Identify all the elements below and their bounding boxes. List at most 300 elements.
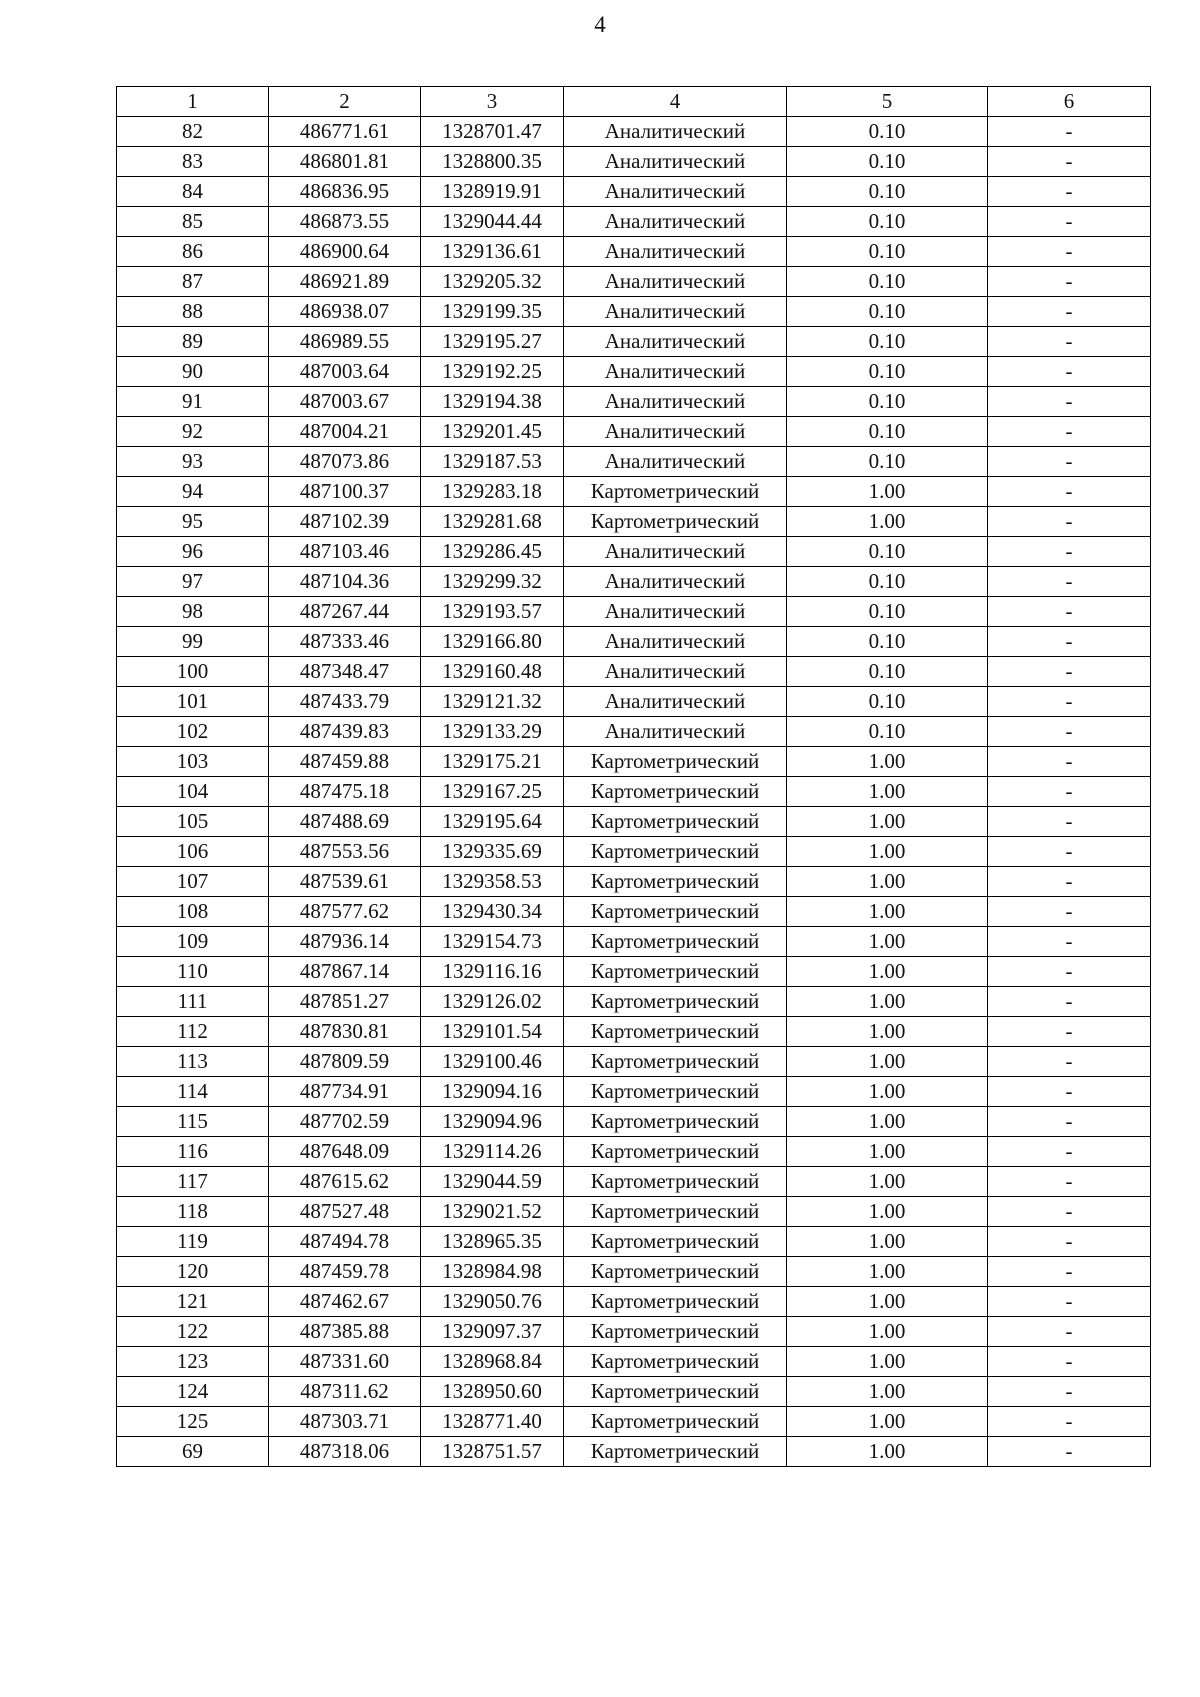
cell-note: -	[988, 267, 1151, 297]
cell-point-number: 92	[117, 417, 269, 447]
cell-point-number: 98	[117, 597, 269, 627]
cell-point-number: 107	[117, 867, 269, 897]
cell-y-coordinate: 1329430.34	[421, 897, 564, 927]
table-row	[117, 897, 1151, 927]
cell-precision: 0.10	[787, 177, 988, 207]
column-header: 5	[787, 87, 988, 117]
table-row	[117, 177, 1151, 207]
cell-x-coordinate: 486801.81	[269, 147, 421, 177]
cell-precision: 1.00	[787, 807, 988, 837]
cell-y-coordinate: 1329126.02	[421, 987, 564, 1017]
table-row	[117, 1377, 1151, 1407]
cell-method: Аналитический	[564, 237, 787, 267]
cell-precision: 1.00	[787, 777, 988, 807]
cell-point-number: 104	[117, 777, 269, 807]
table-row	[117, 1047, 1151, 1077]
cell-note: -	[988, 777, 1151, 807]
cell-precision: 0.10	[787, 687, 988, 717]
cell-method: Аналитический	[564, 267, 787, 297]
cell-method: Картометрический	[564, 1017, 787, 1047]
column-header: 6	[988, 87, 1151, 117]
cell-point-number: 85	[117, 207, 269, 237]
cell-point-number: 88	[117, 297, 269, 327]
table-row	[117, 597, 1151, 627]
cell-point-number: 99	[117, 627, 269, 657]
cell-x-coordinate: 487311.62	[269, 1377, 421, 1407]
cell-point-number: 106	[117, 837, 269, 867]
cell-precision: 0.10	[787, 657, 988, 687]
cell-method: Картометрический	[564, 1437, 787, 1467]
cell-y-coordinate: 1329194.38	[421, 387, 564, 417]
cell-y-coordinate: 1329021.52	[421, 1197, 564, 1227]
cell-method: Аналитический	[564, 297, 787, 327]
cell-note: -	[988, 1347, 1151, 1377]
table-row	[117, 267, 1151, 297]
cell-note: -	[988, 477, 1151, 507]
cell-x-coordinate: 486900.64	[269, 237, 421, 267]
cell-y-coordinate: 1328950.60	[421, 1377, 564, 1407]
cell-precision: 0.10	[787, 567, 988, 597]
cell-y-coordinate: 1329205.32	[421, 267, 564, 297]
cell-note: -	[988, 297, 1151, 327]
cell-y-coordinate: 1329154.73	[421, 927, 564, 957]
cell-point-number: 114	[117, 1077, 269, 1107]
cell-note: -	[988, 597, 1151, 627]
table-row	[117, 867, 1151, 897]
cell-x-coordinate: 487303.71	[269, 1407, 421, 1437]
cell-y-coordinate: 1329044.59	[421, 1167, 564, 1197]
cell-precision: 1.00	[787, 1197, 988, 1227]
cell-x-coordinate: 486836.95	[269, 177, 421, 207]
cell-x-coordinate: 487004.21	[269, 417, 421, 447]
cell-y-coordinate: 1329199.35	[421, 297, 564, 327]
cell-x-coordinate: 487734.91	[269, 1077, 421, 1107]
cell-point-number: 101	[117, 687, 269, 717]
cell-y-coordinate: 1329097.37	[421, 1317, 564, 1347]
cell-method: Аналитический	[564, 207, 787, 237]
cell-point-number: 93	[117, 447, 269, 477]
cell-y-coordinate: 1329193.57	[421, 597, 564, 627]
cell-precision: 1.00	[787, 1137, 988, 1167]
cell-x-coordinate: 487331.60	[269, 1347, 421, 1377]
cell-y-coordinate: 1328984.98	[421, 1257, 564, 1287]
cell-precision: 0.10	[787, 207, 988, 237]
cell-note: -	[988, 687, 1151, 717]
cell-x-coordinate: 487433.79	[269, 687, 421, 717]
cell-point-number: 69	[117, 1437, 269, 1467]
cell-precision: 0.10	[787, 387, 988, 417]
cell-note: -	[988, 1167, 1151, 1197]
cell-y-coordinate: 1329299.32	[421, 567, 564, 597]
cell-precision: 1.00	[787, 1227, 988, 1257]
cell-x-coordinate: 487459.78	[269, 1257, 421, 1287]
cell-y-coordinate: 1328968.84	[421, 1347, 564, 1377]
cell-method: Картометрический	[564, 837, 787, 867]
cell-y-coordinate: 1328771.40	[421, 1407, 564, 1437]
cell-note: -	[988, 147, 1151, 177]
table-row	[117, 567, 1151, 597]
cell-precision: 1.00	[787, 927, 988, 957]
cell-x-coordinate: 486873.55	[269, 207, 421, 237]
table-row	[117, 1437, 1151, 1467]
cell-point-number: 117	[117, 1167, 269, 1197]
cell-precision: 1.00	[787, 1047, 988, 1077]
cell-y-coordinate: 1329201.45	[421, 417, 564, 447]
cell-y-coordinate: 1329094.16	[421, 1077, 564, 1107]
cell-note: -	[988, 867, 1151, 897]
cell-point-number: 108	[117, 897, 269, 927]
cell-note: -	[988, 1107, 1151, 1137]
cell-point-number: 123	[117, 1347, 269, 1377]
cell-point-number: 122	[117, 1317, 269, 1347]
cell-precision: 0.10	[787, 627, 988, 657]
cell-method: Картометрический	[564, 957, 787, 987]
cell-note: -	[988, 837, 1151, 867]
page-number: 4	[594, 12, 606, 37]
cell-note: -	[988, 1287, 1151, 1317]
cell-x-coordinate: 486938.07	[269, 297, 421, 327]
cell-method: Картометрический	[564, 1167, 787, 1197]
cell-x-coordinate: 487527.48	[269, 1197, 421, 1227]
cell-method: Картометрический	[564, 1107, 787, 1137]
cell-method: Картометрический	[564, 777, 787, 807]
cell-y-coordinate: 1329166.80	[421, 627, 564, 657]
cell-method: Аналитический	[564, 327, 787, 357]
cell-precision: 1.00	[787, 867, 988, 897]
cell-x-coordinate: 486921.89	[269, 267, 421, 297]
cell-note: -	[988, 807, 1151, 837]
cell-y-coordinate: 1329160.48	[421, 657, 564, 687]
cell-method: Картометрический	[564, 807, 787, 837]
table-row	[117, 117, 1151, 147]
cell-x-coordinate: 487702.59	[269, 1107, 421, 1137]
table-row	[117, 1317, 1151, 1347]
cell-method: Аналитический	[564, 567, 787, 597]
cell-method: Картометрический	[564, 1077, 787, 1107]
cell-method: Картометрический	[564, 1197, 787, 1227]
cell-precision: 1.00	[787, 1107, 988, 1137]
cell-x-coordinate: 487003.67	[269, 387, 421, 417]
table-row	[117, 207, 1151, 237]
cell-note: -	[988, 627, 1151, 657]
cell-precision: 0.10	[787, 297, 988, 327]
cell-precision: 1.00	[787, 897, 988, 927]
cell-x-coordinate: 487936.14	[269, 927, 421, 957]
cell-method: Картометрический	[564, 1287, 787, 1317]
cell-note: -	[988, 507, 1151, 537]
cell-note: -	[988, 657, 1151, 687]
cell-note: -	[988, 1257, 1151, 1287]
table-row	[117, 387, 1151, 417]
cell-method: Аналитический	[564, 147, 787, 177]
cell-note: -	[988, 1317, 1151, 1347]
cell-point-number: 105	[117, 807, 269, 837]
cell-point-number: 89	[117, 327, 269, 357]
cell-note: -	[988, 537, 1151, 567]
cell-precision: 0.10	[787, 597, 988, 627]
table-row	[117, 717, 1151, 747]
cell-note: -	[988, 747, 1151, 777]
table-row	[117, 747, 1151, 777]
cell-precision: 0.10	[787, 717, 988, 747]
cell-precision: 0.10	[787, 537, 988, 567]
cell-point-number: 121	[117, 1287, 269, 1317]
cell-method: Аналитический	[564, 657, 787, 687]
cell-y-coordinate: 1328800.35	[421, 147, 564, 177]
cell-note: -	[988, 567, 1151, 597]
cell-point-number: 90	[117, 357, 269, 387]
cell-method: Аналитический	[564, 387, 787, 417]
table-row	[117, 537, 1151, 567]
cell-precision: 1.00	[787, 1407, 988, 1437]
cell-note: -	[988, 1197, 1151, 1227]
cell-note: -	[988, 357, 1151, 387]
cell-precision: 1.00	[787, 1287, 988, 1317]
column-header: 1	[117, 87, 269, 117]
table-row	[117, 507, 1151, 537]
cell-note: -	[988, 987, 1151, 1017]
cell-precision: 1.00	[787, 957, 988, 987]
cell-y-coordinate: 1329192.25	[421, 357, 564, 387]
cell-method: Картометрический	[564, 1317, 787, 1347]
cell-x-coordinate: 487003.64	[269, 357, 421, 387]
cell-x-coordinate: 487475.18	[269, 777, 421, 807]
table-row	[117, 1227, 1151, 1257]
cell-precision: 0.10	[787, 117, 988, 147]
cell-note: -	[988, 957, 1151, 987]
cell-x-coordinate: 487267.44	[269, 597, 421, 627]
cell-method: Аналитический	[564, 537, 787, 567]
cell-method: Картометрический	[564, 1257, 787, 1287]
cell-method: Картометрический	[564, 1377, 787, 1407]
cell-point-number: 91	[117, 387, 269, 417]
cell-point-number: 83	[117, 147, 269, 177]
cell-point-number: 112	[117, 1017, 269, 1047]
cell-note: -	[988, 207, 1151, 237]
cell-point-number: 115	[117, 1107, 269, 1137]
cell-method: Аналитический	[564, 177, 787, 207]
table-row	[117, 1017, 1151, 1047]
cell-method: Картометрический	[564, 867, 787, 897]
table-row	[117, 657, 1151, 687]
cell-precision: 0.10	[787, 267, 988, 297]
table-row	[117, 447, 1151, 477]
table-row	[117, 297, 1151, 327]
cell-y-coordinate: 1329195.27	[421, 327, 564, 357]
cell-note: -	[988, 1137, 1151, 1167]
cell-y-coordinate: 1329121.32	[421, 687, 564, 717]
cell-y-coordinate: 1329358.53	[421, 867, 564, 897]
cell-point-number: 96	[117, 537, 269, 567]
table-body	[117, 117, 1151, 1467]
cell-note: -	[988, 1017, 1151, 1047]
cell-precision: 1.00	[787, 1257, 988, 1287]
cell-precision: 1.00	[787, 747, 988, 777]
cell-point-number: 94	[117, 477, 269, 507]
cell-y-coordinate: 1329050.76	[421, 1287, 564, 1317]
cell-x-coordinate: 487648.09	[269, 1137, 421, 1167]
cell-note: -	[988, 417, 1151, 447]
table-row	[117, 1137, 1151, 1167]
cell-y-coordinate: 1329136.61	[421, 237, 564, 267]
coordinates-table	[116, 86, 1151, 1467]
cell-note: -	[988, 1377, 1151, 1407]
cell-y-coordinate: 1329187.53	[421, 447, 564, 477]
column-header: 4	[564, 87, 787, 117]
table-row	[117, 687, 1151, 717]
table-row	[117, 1407, 1151, 1437]
cell-x-coordinate: 487539.61	[269, 867, 421, 897]
cell-y-coordinate: 1329101.54	[421, 1017, 564, 1047]
cell-note: -	[988, 447, 1151, 477]
cell-x-coordinate: 486989.55	[269, 327, 421, 357]
table-row	[117, 1107, 1151, 1137]
cell-note: -	[988, 1407, 1151, 1437]
cell-precision: 0.10	[787, 357, 988, 387]
cell-precision: 0.10	[787, 327, 988, 357]
cell-x-coordinate: 487830.81	[269, 1017, 421, 1047]
cell-method: Аналитический	[564, 687, 787, 717]
cell-y-coordinate: 1329114.26	[421, 1137, 564, 1167]
cell-note: -	[988, 1077, 1151, 1107]
cell-note: -	[988, 1437, 1151, 1467]
cell-method: Аналитический	[564, 117, 787, 147]
cell-point-number: 110	[117, 957, 269, 987]
cell-precision: 1.00	[787, 1167, 988, 1197]
cell-note: -	[988, 927, 1151, 957]
cell-method: Картометрический	[564, 1227, 787, 1257]
cell-x-coordinate: 487318.06	[269, 1437, 421, 1467]
cell-y-coordinate: 1329283.18	[421, 477, 564, 507]
cell-precision: 1.00	[787, 1437, 988, 1467]
cell-point-number: 82	[117, 117, 269, 147]
table-row	[117, 627, 1151, 657]
cell-precision: 1.00	[787, 1017, 988, 1047]
cell-precision: 1.00	[787, 1347, 988, 1377]
cell-y-coordinate: 1328701.47	[421, 117, 564, 147]
cell-x-coordinate: 487459.88	[269, 747, 421, 777]
table-row	[117, 417, 1151, 447]
cell-x-coordinate: 487100.37	[269, 477, 421, 507]
cell-method: Картометрический	[564, 747, 787, 777]
cell-point-number: 119	[117, 1227, 269, 1257]
cell-method: Картометрический	[564, 927, 787, 957]
table-row	[117, 957, 1151, 987]
cell-method: Картометрический	[564, 1137, 787, 1167]
table-row	[117, 1347, 1151, 1377]
cell-y-coordinate: 1329133.29	[421, 717, 564, 747]
cell-method: Картометрический	[564, 987, 787, 1017]
cell-point-number: 118	[117, 1197, 269, 1227]
cell-precision: 1.00	[787, 1377, 988, 1407]
table-row	[117, 147, 1151, 177]
cell-y-coordinate: 1329281.68	[421, 507, 564, 537]
cell-method: Картометрический	[564, 1047, 787, 1077]
cell-note: -	[988, 327, 1151, 357]
cell-note: -	[988, 1227, 1151, 1257]
cell-y-coordinate: 1328965.35	[421, 1227, 564, 1257]
cell-x-coordinate: 487615.62	[269, 1167, 421, 1197]
cell-x-coordinate: 487553.56	[269, 837, 421, 867]
cell-precision: 0.10	[787, 147, 988, 177]
cell-precision: 0.10	[787, 237, 988, 267]
cell-point-number: 97	[117, 567, 269, 597]
cell-x-coordinate: 487348.47	[269, 657, 421, 687]
cell-y-coordinate: 1329335.69	[421, 837, 564, 867]
cell-note: -	[988, 117, 1151, 147]
cell-x-coordinate: 487073.86	[269, 447, 421, 477]
cell-x-coordinate: 487494.78	[269, 1227, 421, 1257]
table-row	[117, 807, 1151, 837]
cell-point-number: 95	[117, 507, 269, 537]
cell-precision: 1.00	[787, 837, 988, 867]
table-row	[117, 357, 1151, 387]
cell-precision: 1.00	[787, 1077, 988, 1107]
cell-x-coordinate: 487104.36	[269, 567, 421, 597]
cell-point-number: 109	[117, 927, 269, 957]
cell-method: Картометрический	[564, 897, 787, 927]
cell-method: Аналитический	[564, 447, 787, 477]
cell-x-coordinate: 487867.14	[269, 957, 421, 987]
cell-method: Аналитический	[564, 417, 787, 447]
cell-method: Картометрический	[564, 477, 787, 507]
cell-precision: 0.10	[787, 447, 988, 477]
cell-method: Аналитический	[564, 357, 787, 387]
cell-x-coordinate: 486771.61	[269, 117, 421, 147]
cell-point-number: 116	[117, 1137, 269, 1167]
cell-x-coordinate: 487103.46	[269, 537, 421, 567]
cell-y-coordinate: 1328919.91	[421, 177, 564, 207]
table-row	[117, 927, 1151, 957]
cell-point-number: 124	[117, 1377, 269, 1407]
table-row	[117, 777, 1151, 807]
table-header-row	[117, 87, 1151, 117]
cell-point-number: 86	[117, 237, 269, 267]
cell-x-coordinate: 487333.46	[269, 627, 421, 657]
cell-point-number: 84	[117, 177, 269, 207]
cell-point-number: 125	[117, 1407, 269, 1437]
cell-point-number: 102	[117, 717, 269, 747]
cell-point-number: 113	[117, 1047, 269, 1077]
cell-point-number: 120	[117, 1257, 269, 1287]
cell-point-number: 103	[117, 747, 269, 777]
table-row	[117, 477, 1151, 507]
cell-y-coordinate: 1329094.96	[421, 1107, 564, 1137]
cell-note: -	[988, 237, 1151, 267]
cell-note: -	[988, 717, 1151, 747]
cell-x-coordinate: 487488.69	[269, 807, 421, 837]
cell-x-coordinate: 487851.27	[269, 987, 421, 1017]
cell-x-coordinate: 487102.39	[269, 507, 421, 537]
cell-method: Аналитический	[564, 627, 787, 657]
cell-precision: 0.10	[787, 417, 988, 447]
cell-point-number: 100	[117, 657, 269, 687]
cell-method: Картометрический	[564, 507, 787, 537]
cell-y-coordinate: 1328751.57	[421, 1437, 564, 1467]
table-row	[117, 1257, 1151, 1287]
cell-note: -	[988, 387, 1151, 417]
cell-y-coordinate: 1329286.45	[421, 537, 564, 567]
cell-y-coordinate: 1329167.25	[421, 777, 564, 807]
cell-y-coordinate: 1329100.46	[421, 1047, 564, 1077]
cell-precision: 1.00	[787, 987, 988, 1017]
cell-note: -	[988, 1047, 1151, 1077]
table-row	[117, 1077, 1151, 1107]
cell-y-coordinate: 1329044.44	[421, 207, 564, 237]
cell-precision: 1.00	[787, 507, 988, 537]
cell-y-coordinate: 1329195.64	[421, 807, 564, 837]
table-row	[117, 237, 1151, 267]
